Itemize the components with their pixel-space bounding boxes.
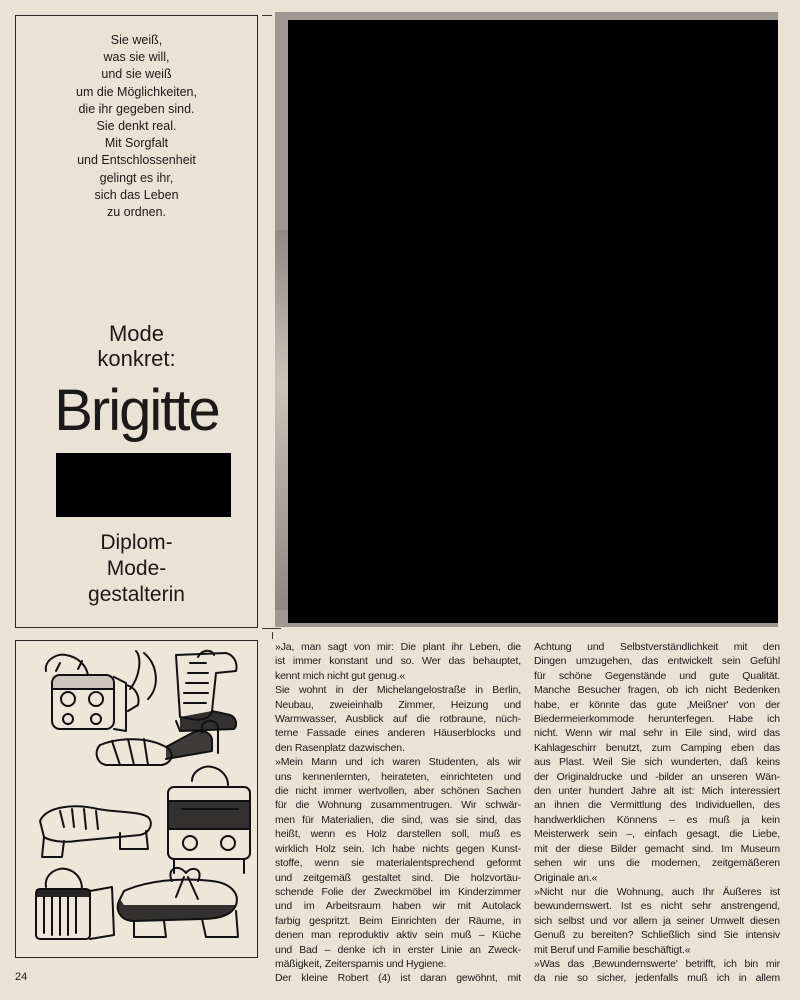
article-line: Der kleine Robert (4) ist daran gewöhnt, mit <box>275 972 521 985</box>
article-line: sich selbst und vor allem ja seiner Umwelt diesen <box>534 914 780 927</box>
article-line: farbig gespritzt. Beim Einrichten der Räume, in <box>275 914 521 927</box>
article-line: Manche Besucher fragen, ob ich nicht Bedenken <box>534 684 780 697</box>
poem-line: sich das Leben <box>94 187 179 202</box>
job-line: Mode- <box>106 557 167 580</box>
article-line: Warmwasser, Ausblick auf die rotbraune, nüch- <box>275 713 521 726</box>
article-line: für die Wohnung zusammentrugen. Wir schwär- <box>275 799 521 812</box>
article-line: mit Beruf und Familie beschäftigt.« <box>534 943 691 956</box>
poem-line: Mit Sorgfalt <box>104 136 169 151</box>
article-line: mäßigkeit, Zeitersparnis und Hygiene. <box>275 957 447 970</box>
article-line: bewundernswert. Ist es nicht sehr anstrengend, <box>534 900 780 913</box>
intro-poem <box>16 32 257 221</box>
heading-line: Mode <box>108 321 165 346</box>
job-line: Diplom- <box>100 531 173 554</box>
first-name-title: Brigitte <box>54 378 219 443</box>
article-line: Achtung und Selbstverständlichkeit mit den <box>534 641 780 653</box>
article-line: wirklich Holz sein. Ich habe nichts gegen Kunst- <box>275 842 521 855</box>
shoes-and-bags-drawing <box>16 641 257 957</box>
photo-redaction <box>288 20 778 623</box>
article-line: nicht. Wenn wir mal sehr in Eile sind, wird das <box>534 727 780 740</box>
crop-mark <box>265 628 281 629</box>
article-line: sehen wir uns die modernen, zeitgemäßeren <box>534 857 780 870</box>
article-line: und zeitgemäß gestaltet sind. Die holzvortäu- <box>275 871 521 884</box>
article-line: für schöne Gegenstände und gute Qualität. <box>534 669 780 682</box>
article-line: handwerklichen Könnens – es muß ja kein <box>534 813 780 826</box>
poem-line: was sie will, <box>103 50 170 65</box>
poem-line: gelingt es ihr, <box>99 170 174 185</box>
poem-line: Sie denkt real. <box>96 119 177 134</box>
article-line: Neubau, zweieinhalb Zimmer, Heizung und <box>275 698 521 711</box>
article-line: und im Arbeitsraum haben wir mit Autolack <box>275 900 521 913</box>
section-heading <box>16 321 257 371</box>
article-line: Biedermeierkommode herunterfegen. Habe ich <box>534 713 780 726</box>
article-line: terne Fassade eines anderen Häuserblocks und <box>275 727 521 740</box>
crop-mark <box>272 632 273 639</box>
article-line: den unter hundert Jahre alt ist: Mich interessiert <box>534 785 780 798</box>
heading-line: konkret: <box>97 346 176 371</box>
article-line: »Was das ‚Bewundernswerte' betrifft, ich bin mir <box>534 957 780 970</box>
poem-line: Sie weiß, <box>110 33 163 47</box>
article-line: aus Plast. Weil Sie sich wunderten, daß keins <box>534 756 780 769</box>
article-column-1 <box>275 640 521 986</box>
article-line: schende Folie der Zweckmöbel im Kinderzimmer <box>275 885 521 898</box>
article-line: und Bad – denke ich in erster Linie an Zweck- <box>275 943 521 956</box>
article-line: Genuß zu bereiten? Schließlich sind Sie intensiv <box>534 929 780 942</box>
article-line: stoffe, wenn sie materialentsprechend geformt <box>275 857 521 870</box>
crop-mark <box>262 15 272 16</box>
job-line: gestalterin <box>88 583 185 606</box>
poem-line: die ihr gegeben sind. <box>78 101 195 116</box>
article-line: denen man reproduktiv aktiv sein muß – Küche <box>275 929 521 942</box>
article-line: Meisterwerk sein –, einfach gesagt, die Liebe, <box>534 828 780 841</box>
article-line: »Mein Mann und ich waren Studenten, als wir <box>275 756 521 769</box>
article-line: an ihnen die Vermittlung des Individuellen, des <box>534 799 780 812</box>
poem-line: und Entschlossenheit <box>77 153 196 168</box>
article-line: »Nicht nur die Wohnung, auch Ihr Äußeres ist <box>534 885 780 898</box>
article-line: heißt, wenn es Holz darstellen soll, muß es <box>275 828 521 841</box>
article-line: mit der diese Bilder gemacht sind. Im Museum <box>534 842 780 855</box>
photo-edge <box>275 230 288 610</box>
job-title <box>16 530 257 608</box>
article-column-2 <box>534 640 780 986</box>
page-number: 24 <box>15 971 28 983</box>
article-line: uns kennenlernten, heirateten, einrichteten und <box>275 770 521 783</box>
poem-line: um die Möglichkeiten, <box>76 84 197 99</box>
poem-line: zu ordnen. <box>106 205 167 220</box>
article-line: men für Materialien, die sind, was sie sind, das <box>275 813 521 826</box>
article-line: Dingen umzugehen, das entwickelt sein Gefühl <box>534 655 780 668</box>
fashion-illustration <box>15 640 258 958</box>
article-line: Originale an.« <box>534 871 598 884</box>
article-line: ist immer konstant und so. Wer das behauptet, <box>275 655 521 668</box>
article-line: Kahlageschirr benutzt, zum Camping eben das <box>534 741 780 754</box>
article-line: Sie wohnt in der Michelangelostraße in Berlin, <box>275 684 521 697</box>
article-line: den Rasenplatz dazwischen. <box>275 741 405 754</box>
intro-box <box>15 15 258 628</box>
poem-line: und sie weiß <box>101 67 172 82</box>
article-line: kennt mich nicht gut genug.« <box>275 669 406 682</box>
article-line: »Ja, man sagt von mir: Die plant ihr Leben, die <box>275 641 521 653</box>
article-line: der Originaldrucke und -bilder an unseren Wän- <box>534 770 780 783</box>
article-line: habe, er könnte das gute ‚Meißner' von der <box>534 698 780 711</box>
surname-redaction <box>56 453 231 517</box>
article-line: da nie so sicher, jedenfalls muß ich in allem <box>534 972 780 985</box>
article-line: die nicht immer wertvollen, aber schönen Sachen <box>275 785 521 798</box>
